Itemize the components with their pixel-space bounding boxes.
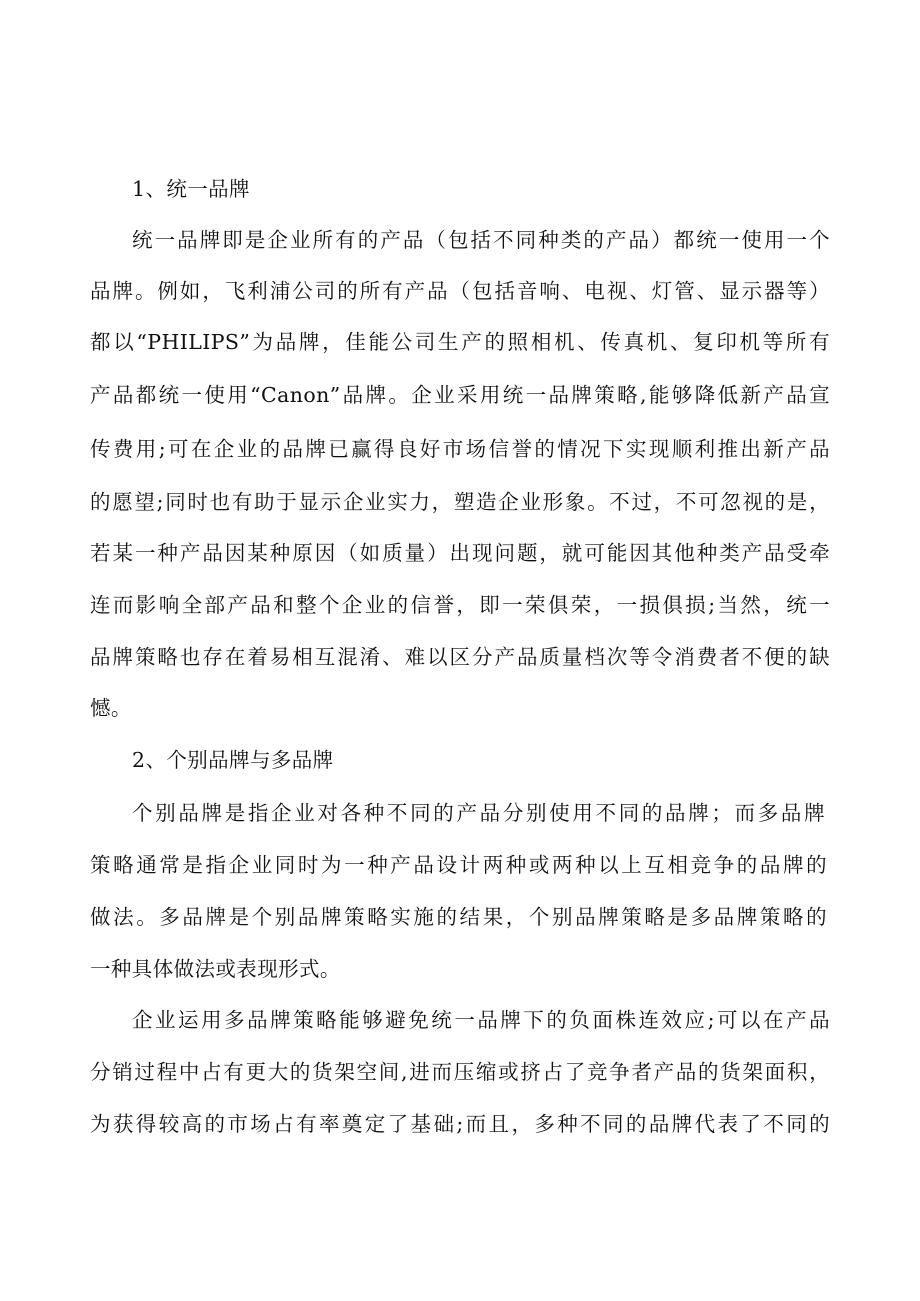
paragraph-line: 策略通常是指企业同时为一种产品设计两种或两种以上互相竞争的品牌的 <box>90 853 827 877</box>
section-heading: 2、个别品牌与多品牌 <box>132 748 334 772</box>
paragraph-line: 品牌策略也存在着易相互混淆、难以区分产品质量档次等令消费者不便的缺 <box>90 645 830 669</box>
paragraph-line: 一种具体做法或表现形式。 <box>90 957 341 981</box>
paragraph-line: 做法。多品牌是个别品牌策略实施的结果，个别品牌策略是多品牌策略的 <box>90 905 827 929</box>
paragraph-line: 企业运用多品牌策略能够避免统一品牌下的负面株连效应;可以在产品 <box>132 1008 830 1032</box>
paragraph-line: 分销过程中占有更大的货架空间,进而压缩或挤占了竞争者产品的货架面积， <box>90 1060 830 1084</box>
paragraph-line: 的愿望;同时也有助于显示企业实力，塑造企业形象。不过，不可忽视的是， <box>90 490 830 514</box>
paragraph-line: 产品都统一使用“Canon”品牌。企业采用统一品牌策略,能够降低新产品宣 <box>90 383 830 407</box>
section-heading: 1、统一品牌 <box>132 177 250 201</box>
paragraph-line: 憾。 <box>90 696 132 720</box>
paragraph-line: 品牌。例如，飞利浦公司的所有产品（包括音响、电视、灯管、显示器等） <box>90 279 830 303</box>
paragraph-line: 传费用;可在企业的品牌已赢得良好市场信誉的情况下实现顺利推出新产品 <box>90 437 830 461</box>
paragraph-line: 若某一种产品因某种原因（如质量）出现问题，就可能因其他种类产品受牵 <box>90 541 830 565</box>
paragraph-line: 个别品牌是指企业对各种不同的产品分别使用不同的品牌；而多品牌 <box>132 801 825 825</box>
paragraph-line: 都以“PHILIPS”为品牌，佳能公司生产的照相机、传真机、复印机等所有 <box>90 330 830 354</box>
paragraph-line: 为获得较高的市场占有率奠定了基础;而且，多种不同的品牌代表了不同的 <box>90 1112 830 1136</box>
paragraph-line: 连而影响全部产品和整个企业的信誉，即一荣俱荣，一损俱损;当然，统一 <box>90 593 830 617</box>
paragraph-line: 统一品牌即是企业所有的产品（包括不同种类的产品）都统一使用一个 <box>132 228 830 252</box>
